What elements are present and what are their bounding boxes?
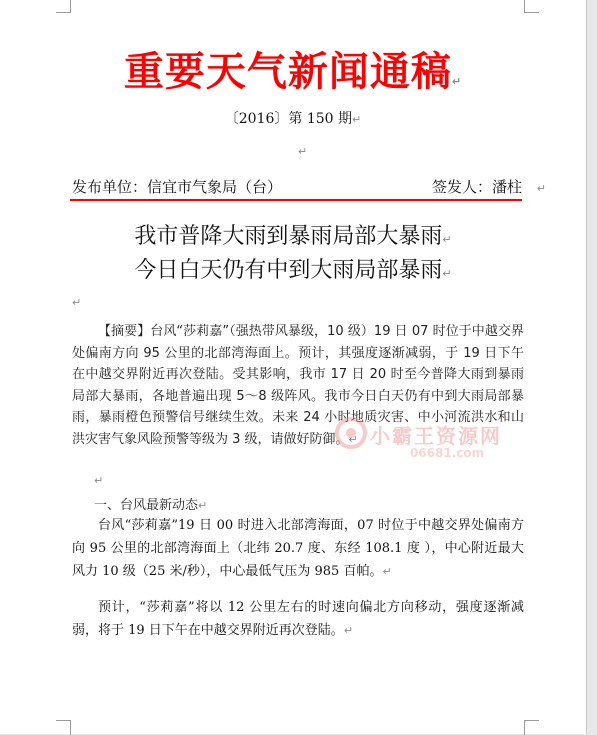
abstract-label: 【摘要】	[98, 324, 151, 339]
paragraph-mark: ↵	[348, 432, 358, 446]
watermark-url: 06681.com	[410, 446, 485, 460]
headline-2-text[interactable]: 今日白天仍有中到大雨局部暴雨	[134, 258, 443, 283]
paragraph-mark: ↵	[94, 474, 104, 487]
abstract-paragraph[interactable]	[72, 321, 524, 450]
paragraph-1-text[interactable]: 台风“莎莉嘉”19 日 00 时进入北部湾海面，07 时位于中越交界处偏南方向 95 公里的北部湾海面上（北纬 20.7 度、东经 108.1 度 ），中心附近最大风力 10 级（25 米/秒），中心最低气压为 985 百帕。	[72, 518, 524, 579]
watermark-text: 小霸王资源网	[370, 424, 502, 448]
section-heading[interactable]	[94, 494, 207, 513]
headline-line-2[interactable]	[0, 256, 586, 289]
crop-mark-bottom-left	[56, 720, 71, 735]
issuer-line[interactable]	[72, 176, 282, 197]
paragraph-mark: ↵	[343, 624, 354, 637]
headline-line-1[interactable]	[0, 222, 586, 255]
paragraph-mark: ↵	[72, 296, 82, 309]
signer-text[interactable]: 签发人：潘柱	[431, 178, 522, 196]
crop-mark-bottom-right	[524, 720, 539, 735]
headline-1-text[interactable]: 我市普降大雨到暴雨局部大暴雨	[134, 224, 443, 249]
crop-mark-top-right	[524, 0, 539, 13]
body-paragraph-1[interactable]	[72, 514, 524, 583]
issue-number[interactable]	[0, 108, 586, 128]
issue-text[interactable]: 〔2016〕第 150 期	[224, 111, 353, 127]
signer-line[interactable]	[432, 176, 546, 197]
abstract-text[interactable]: 台风“莎莉嘉”（强热带风暴级，10 级）19 日 07 时位于中越交界处偏南方向 95 公里的北部湾海面上。预计，其强度逐渐减弱，于 19 日下午在中越交界附近再次登陆。受其影响，我市 17 日 20 时至今普降大雨到暴雨局部大暴雨，各地普遍出现 5～8 级阵风。我市今日白天仍有中到大雨局部暴雨，暴雨橙色预警信号继续生效。未来 24 小时地质灾害、中小河流洪水和山洪灾害气象风险预警等级为 3 级，请做好防御。	[72, 324, 524, 447]
paragraph-mark: ↵	[442, 267, 452, 280]
paragraph-mark: ↵	[451, 75, 463, 88]
section-heading-text[interactable]: 一、台风最新动态	[94, 498, 199, 513]
paragraph-mark: ↵	[382, 565, 392, 578]
paragraph-mark: ↵	[352, 113, 362, 126]
issuer-text[interactable]: 发布单位：信宜市气象局（台）	[72, 178, 283, 196]
paragraph-mark: ↵	[442, 233, 452, 246]
paragraph-2-text[interactable]: 预计，“莎莉嘉”将以 12 公里左右的时速向偏北方向移动，强度逐渐减弱，将于 19 日下午在中越交界附近再次登陆。	[72, 600, 524, 638]
red-divider-line	[70, 199, 522, 201]
paragraph-mark: ↵	[198, 499, 208, 512]
paragraph-mark: ↵	[536, 182, 546, 195]
document-title[interactable]	[0, 44, 586, 110]
title-text[interactable]: 重要天气新闻通稿	[123, 49, 452, 95]
paragraph-mark: ↵	[298, 145, 308, 158]
crop-mark-top-left	[56, 0, 71, 13]
body-paragraph-2[interactable]	[72, 596, 524, 642]
